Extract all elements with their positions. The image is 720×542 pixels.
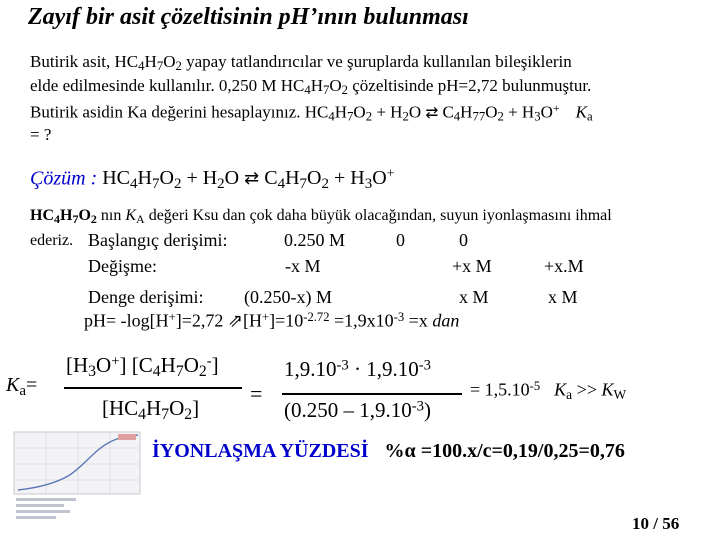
change-value-h3o: +x.M bbox=[544, 256, 584, 276]
equil-label: Denge derişimi: bbox=[88, 287, 204, 307]
ph-calculation: pH= -log[H+]=2,72 $⇗[H^+]=10^{-2.72} =1,9x10^{-3} =x$ dan bbox=[84, 310, 460, 331]
note-line-1: $HC_4H_7O_2$ nın $K_A$ değeri Ksu dan çok daha büyük olacağından, suyun iyonlaşmasını ihmal bbox=[30, 207, 612, 226]
equil-value-base: x M bbox=[459, 287, 489, 307]
ionization-value: %α =100.x/c=0,19/0,25=0,76 bbox=[384, 440, 625, 462]
equil-value-acid: (0.250-x) M bbox=[244, 287, 332, 307]
equilibrium-arrow-icon: ⇄ bbox=[425, 104, 439, 122]
problem-line-3: Butirik asidin Ka değerini hesaplayınız. $HC_4H_7O_2 + H_2O$ ⇄ $C_4H_{77}O_2 + H_3O^+$ $K_a$ bbox=[30, 101, 593, 124]
numeric-numerator: $1,9.10^{-3} \cdot 1,9.10^{-3}$ bbox=[284, 357, 431, 381]
equilibrium-arrow-icon: ⇄ bbox=[244, 168, 260, 189]
problem-line-2: elde edilmesinde kullanılır. 0,250 M $HC_4H_7O_2$ çözeltisinde pH=2,72 bulunmuştur. bbox=[30, 76, 592, 98]
slide-title: Zayıf bir asit çözeltisinin pH’ının bulunması bbox=[28, 4, 469, 30]
initial-value-acid: 0.250 M bbox=[284, 230, 346, 250]
ph-chart-thumbnail bbox=[6, 430, 146, 522]
ka-result: = $1,5.10^{-5}$ $K_a >> K_W$ bbox=[470, 379, 627, 403]
ionization-percentage bbox=[152, 440, 625, 463]
initial-value-base: 0 bbox=[396, 230, 405, 250]
equil-value-h3o: x M bbox=[548, 287, 578, 307]
initial-value-h3o: 0 bbox=[459, 230, 468, 250]
problem-line-1: Butirik asit, $HC_4H_7O_2$ yapay tatlandırıcılar ve şuruplarda kullanılan bileşiklerin bbox=[30, 52, 572, 74]
arrow-icon: ⇗ bbox=[227, 310, 243, 331]
solution-label: Çözüm : bbox=[30, 167, 98, 190]
solution-equation: Çözüm : $HC_4H_7O_2 + H_2O$ ⇄ $C_4H_7O_2 + H_3O^+$ bbox=[30, 167, 395, 193]
equals-sign: = bbox=[250, 381, 263, 406]
ionization-label: İYONLAŞMA YÜZDESİ bbox=[152, 440, 369, 462]
ka-denominator: $[HC_4H_7O_2]$ bbox=[102, 396, 200, 423]
page-number: 10 / 56 bbox=[632, 514, 680, 533]
change-label: Değişme: bbox=[88, 256, 157, 276]
change-value-base: +x M bbox=[452, 256, 492, 276]
numeric-fraction-bar bbox=[282, 393, 462, 395]
initial-label: Başlangıç derişimi: bbox=[88, 230, 228, 250]
note-line-2: ederiz. bbox=[30, 232, 74, 249]
ka-symbol: $K_a=$ bbox=[6, 374, 38, 399]
numeric-denominator: $(0.250 - 1,9.10^{-3})$ bbox=[284, 398, 431, 422]
ka-fraction-bar bbox=[64, 387, 242, 389]
problem-line-4: = ? bbox=[30, 125, 52, 144]
ka-numerator: $[H_3O^+]$ $[C_4H_7O_2^-]$ bbox=[66, 353, 219, 380]
change-value-acid: -x M bbox=[285, 256, 321, 276]
